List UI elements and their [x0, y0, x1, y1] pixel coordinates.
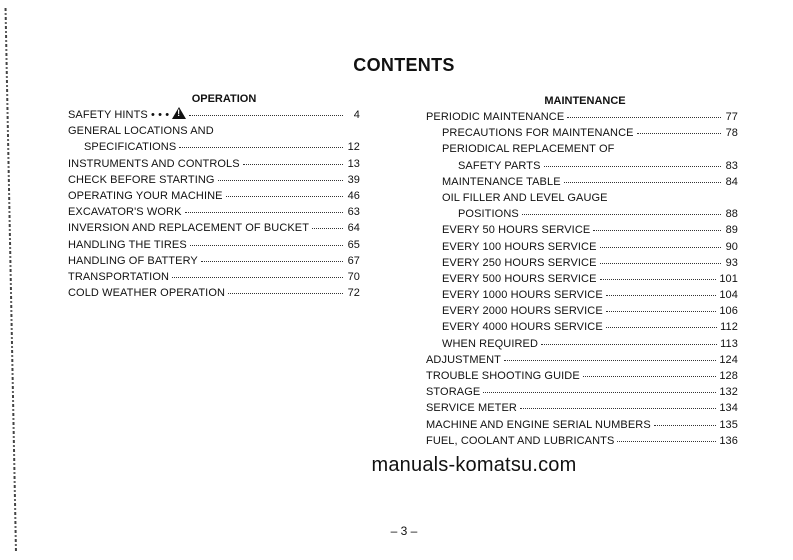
toc-entry-page: 132 — [719, 386, 738, 399]
toc-entry-page: 70 — [347, 270, 360, 283]
toc-entry-label: CHECK BEFORE STARTING — [68, 173, 215, 186]
dot-leader — [185, 202, 343, 213]
toc-entry-page: 63 — [347, 206, 360, 219]
toc-entry[interactable] — [426, 433, 738, 449]
toc-entry-page: 4 — [353, 109, 360, 121]
toc-entry-label: ADJUSTMENT — [426, 353, 501, 366]
toc-entry-page: 135 — [719, 418, 738, 431]
dot-leader — [483, 382, 716, 393]
toc-entry-label: SPECIFICATIONS — [84, 141, 177, 154]
dot-leader — [606, 285, 717, 296]
page-title: CONTENTS — [353, 55, 455, 75]
toc-entry[interactable] — [68, 107, 360, 123]
toc-entry-page: 67 — [347, 254, 360, 267]
toc-entry[interactable] — [68, 285, 360, 301]
dot-leader — [637, 123, 721, 134]
toc-entry-page: 12 — [347, 141, 360, 154]
dot-leader — [218, 170, 343, 181]
dot-leader — [600, 237, 721, 248]
toc-entry-label: EXCAVATOR'S WORK — [68, 206, 182, 219]
dot-leader — [583, 366, 717, 377]
dot-leader — [312, 218, 343, 229]
warning-triangle-icon — [172, 107, 186, 119]
toc-entry-page: 136 — [719, 434, 738, 447]
dot-leader — [564, 172, 721, 183]
toc-entry-label: TRANSPORTATION — [68, 270, 170, 283]
toc-entry-label: EVERY 1000 HOURS SERVICE — [442, 289, 603, 302]
toc-entry-label: EVERY 250 HOURS SERVICE — [442, 256, 597, 269]
toc-entry-label: FUEL, COOLANT AND LUBRICANTS — [426, 434, 615, 447]
maintenance-heading: MAINTENANCE — [544, 95, 626, 107]
toc-entry-label: HANDLING OF BATTERY — [68, 254, 198, 267]
toc-entry-page: 65 — [347, 238, 360, 251]
toc-entry-page: 83 — [725, 159, 738, 172]
dot-leader — [522, 204, 721, 215]
dot-leader — [541, 334, 717, 345]
toc-entry-label: INSTRUMENTS AND CONTROLS — [68, 157, 240, 170]
dot-leader — [600, 253, 721, 264]
toc-entry-page: 128 — [719, 370, 738, 382]
toc-entry-label: HANDLING THE TIRES — [68, 238, 187, 251]
dot-leader — [226, 186, 343, 197]
toc-entry-page: 77 — [725, 111, 738, 123]
toc-entry-page: 93 — [725, 256, 738, 269]
toc-entry-page: 88 — [725, 208, 738, 221]
dot-leader — [179, 137, 343, 148]
toc-entry-page: 134 — [719, 402, 738, 415]
toc-entry-label: WHEN REQUIRED — [442, 337, 539, 350]
toc-entry-page: 113 — [720, 337, 738, 350]
toc-entry-label: PRECAUTIONS FOR MAINTENANCE — [442, 127, 634, 140]
toc-entry-label: EVERY 50 HOURS SERVICE — [442, 224, 591, 237]
maintenance-section — [426, 94, 738, 449]
dot-leader — [172, 267, 343, 278]
toc-entry-label: GENERAL LOCATIONS AND — [68, 125, 214, 138]
toc-entry-label: MACHINE AND ENGINE SERIAL NUMBERS — [426, 418, 651, 431]
watermark-text: manuals-komatsu.com — [371, 454, 577, 476]
toc-entry-label: COLD WEATHER OPERATION — [68, 287, 226, 300]
toc-entry-page: 90 — [725, 240, 738, 253]
toc-entry-label: INVERSION AND REPLACEMENT OF BUCKET — [68, 222, 310, 235]
toc-entry-label: PERIODICAL REPLACEMENT OF — [442, 143, 615, 156]
dot-leader — [189, 105, 343, 116]
toc-entry-page: 13 — [347, 157, 360, 170]
operation-heading: OPERATION — [191, 93, 257, 105]
dot-leader — [593, 220, 721, 231]
toc-entry-page: 64 — [347, 222, 360, 235]
page-number: – 3 – — [390, 524, 418, 538]
dot-leader — [606, 317, 717, 328]
dot-leader — [600, 269, 717, 280]
toc-entry-page: 104 — [719, 289, 738, 302]
toc-entry-label: EVERY 500 HOURS SERVICE — [442, 272, 597, 285]
dot-leader — [617, 431, 716, 442]
operation-section — [68, 92, 360, 301]
toc-entry-page: 112 — [720, 321, 738, 334]
dot-leader — [201, 251, 343, 262]
dot-leader — [190, 235, 343, 246]
toc-entry-page: 72 — [347, 287, 360, 300]
dot-leader — [504, 350, 716, 361]
toc-entry-page: 106 — [719, 305, 738, 318]
dot-leader — [544, 156, 721, 167]
toc-entry-label: SAFETY HINTS • • • — [68, 109, 170, 121]
toc-entry[interactable] — [426, 125, 738, 141]
toc-entry-page: 78 — [725, 127, 738, 140]
toc-entry-label: PERIODIC MAINTENANCE — [426, 111, 565, 123]
toc-entry-label: OPERATING YOUR MACHINE — [68, 189, 223, 202]
dot-leader — [654, 415, 717, 426]
toc-entry-page: 101 — [719, 272, 738, 285]
toc-entry-label: EVERY 4000 HOURS SERVICE — [442, 321, 603, 334]
toc-entry[interactable] — [426, 174, 738, 190]
toc-entry-label: STORAGE — [426, 386, 481, 399]
dot-leader — [243, 154, 343, 165]
toc-entry-page: 84 — [725, 175, 738, 188]
toc-entry-label: MAINTENANCE TABLE — [442, 175, 561, 188]
toc-entry-label: SERVICE METER — [426, 402, 517, 415]
dot-leader — [228, 283, 343, 294]
toc-entry-label: TROUBLE SHOOTING GUIDE — [426, 370, 580, 382]
dot-leader — [567, 107, 721, 118]
toc-entry-page: 124 — [719, 353, 738, 366]
toc-entry-label: OIL FILLER AND LEVEL GAUGE — [442, 191, 608, 204]
toc-entry-label: EVERY 100 HOURS SERVICE — [442, 240, 597, 253]
toc-entry-label: POSITIONS — [458, 208, 519, 221]
toc-entry-label: EVERY 2000 HOURS SERVICE — [442, 305, 603, 318]
dot-leader — [606, 301, 717, 312]
toc-entry-page: 39 — [347, 173, 360, 186]
dot-leader — [520, 398, 716, 409]
toc-entry-page: 46 — [347, 189, 360, 202]
toc-entry-page: 89 — [725, 224, 738, 237]
toc-entry-label: SAFETY PARTS — [458, 159, 541, 172]
